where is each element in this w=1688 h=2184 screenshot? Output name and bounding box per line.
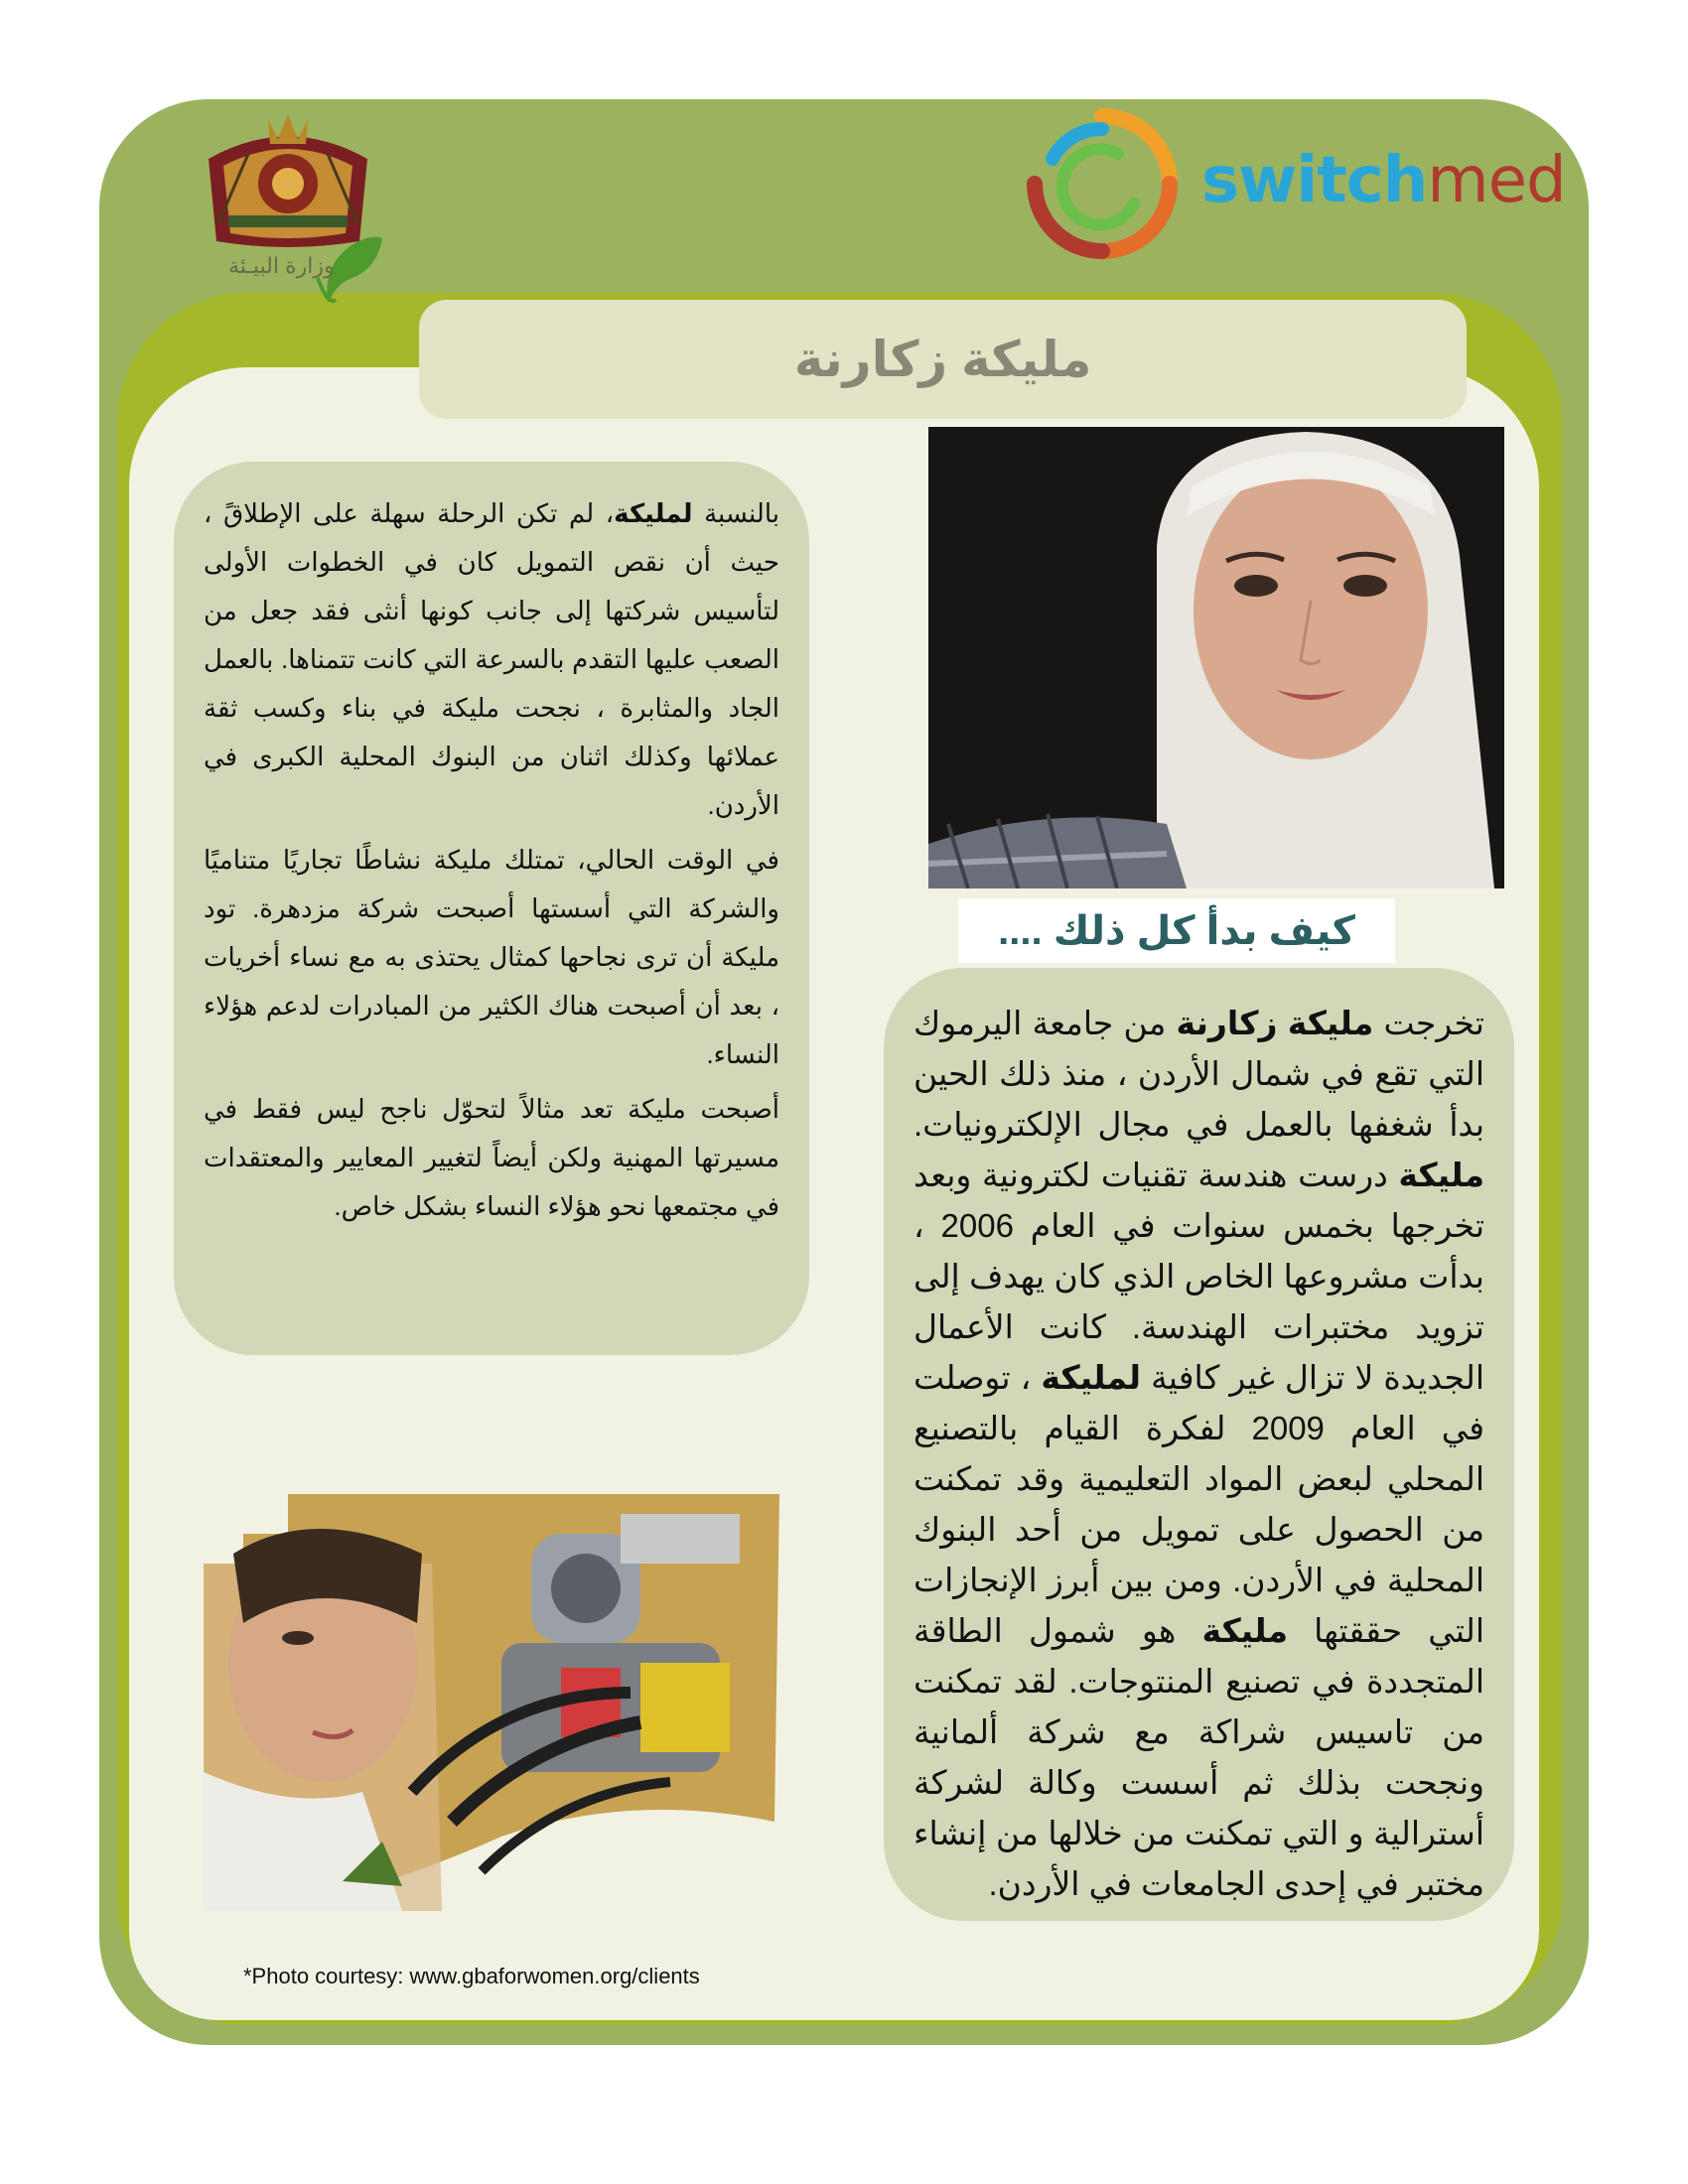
- switchmed-ring-icon: [1023, 104, 1182, 263]
- engine-photo: [204, 1494, 779, 1921]
- ministry-label: وزارة البيـئة: [228, 253, 335, 278]
- story-box-right: [884, 968, 1514, 1921]
- paragraph-challenges: بالنسبة لمليكة، لم تكن الرحلة سهلة على الإطلاقً ، حيث أن نقص التمويل كان في الخطوات الأولى لتأسيس شركتها إلى جانب كونها أنثى فقد جعل من الصعب عليها التقدم بالسرعة التي كانت تتمناها. بالعمل الجاد والمثابرة ، نجحت مليكة في بناء وكسب ثقة عملائها وكذلك اثنان من البنوك المحلية الكبرى في الأردن.: [204, 498, 779, 820]
- paragraph-role-model: أصبحت مليكة تعد مثالاً لتحوّل ناجح ليس فقط في مسيرتها المهنية ولكن أيضاً لتغيير المعايير والمعتقدات في مجتمعها نحو هؤلاء النساء بشكل خاص.: [204, 1094, 779, 1221]
- switchmed-logo: [1023, 104, 1566, 263]
- paragraph-present: في الوقت الحالي، تمتلك مليكة نشاطًا تجاريًا متناميًا والشركة التي أسستها أصبحت شركة مزدهرة. تود مليكة أن ترى نجاحها كمثال يحتذى به مع نساء أخريات ، بعد أن أصبحت هناك الكثير من المبادرات لدعم هؤلاء النساء.: [204, 845, 779, 1069]
- switchmed-wordmark: switchmed: [1201, 144, 1566, 217]
- story-box-left: [174, 462, 809, 1355]
- story-paragraph: تخرجت مليكة زكارنة من جامعة اليرموك التي تقع في شمال الأردن ، منذ ذلك الحين بدأ شغفها بالعمل في مجال الإلكترونيات. مليكة درست هندسة تقنيات لكترونية وبعد تخرجها بخمس سنوات في العام 2006 ، بدأت مشروعها الخاص الذي كان يهدف إلى تزويد مختبرات الهندسة. كانت الأعمال الجديدة لا تزال غير كافية لمليكة ، توصلت في العام 2009 لفكرة القيام بالتصنيع المحلي لبعض المواد التعليمية وقد تمكنت من الحصول على تمويل من أحد البنوك المحلية في الأردن. ومن بين أبرز الإنجازات التي حققتها مليكة هو شمول الطاقة المتجددة في تصنيع المنتوجات. لقد تمكنت من تاسيس شراكة مع شركة ألمانية ونجحت بذلك ثم أسست وكالة لشركة أسترالية و التي تمكنت من خلالها من إنشاء مختبر في إحدى الجامعات في الأردن.: [914, 1005, 1485, 1902]
- photo-credit: *Photo courtesy: www.gbaforwomen.org/clients: [243, 1964, 700, 1988]
- subheading-banner: [958, 898, 1395, 963]
- ministry-of-environment-logo: [189, 104, 387, 303]
- page-title: مليكة زكارنة: [793, 332, 1092, 387]
- title-banner: [419, 300, 1467, 419]
- portrait-photo: [928, 427, 1504, 888]
- subheading: كيف بدأ كل ذلك ....: [998, 908, 1355, 953]
